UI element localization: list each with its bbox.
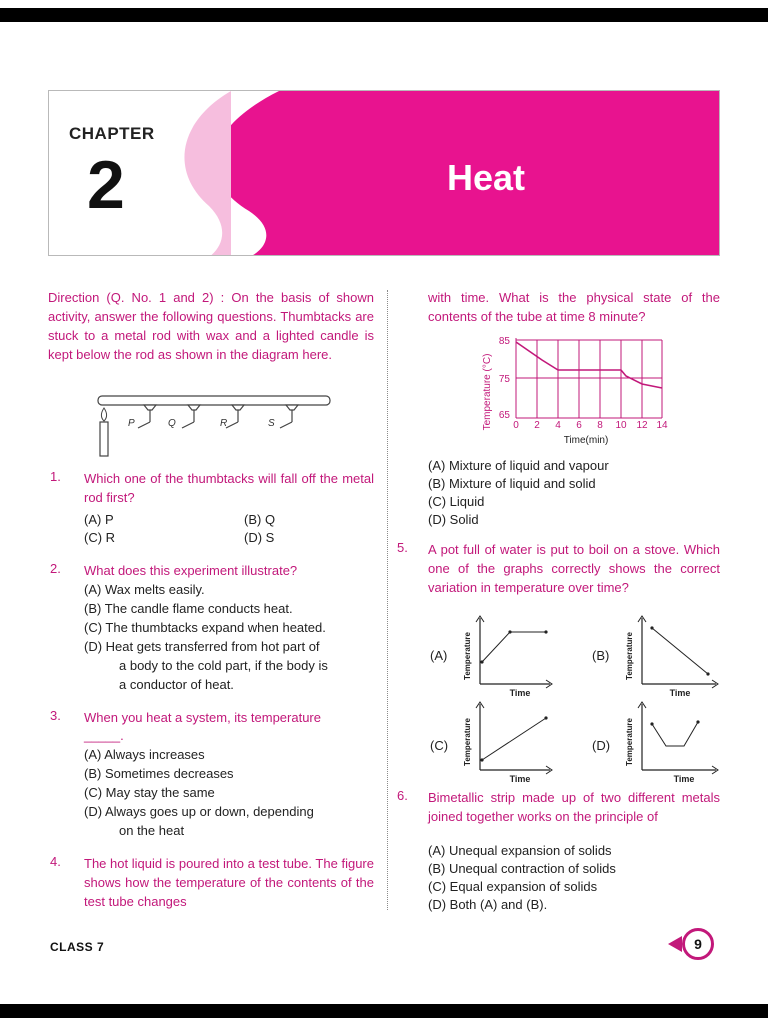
q5-label-d: (D) — [592, 738, 611, 753]
q5-label-c: (C) — [430, 738, 449, 753]
svg-text:Time: Time — [673, 774, 695, 784]
q2-number: 2. — [50, 561, 61, 576]
q5-graph-d — [622, 698, 722, 786]
q1-number: 1. — [50, 469, 61, 484]
q2-option-c: (C) The thumbtacks expand when heated. — [84, 620, 326, 635]
top-border — [0, 8, 768, 22]
q4-xtick-14: 14 — [656, 420, 668, 431]
q1-option-a: (A) P — [84, 512, 114, 527]
q5-graph-c — [460, 698, 556, 786]
svg-text:Temperature: Temperature — [625, 718, 634, 766]
q5-number: 5. — [397, 540, 408, 555]
q2-option-d-line3: a conductor of heat. — [119, 677, 234, 692]
q4-option-c: (C) Liquid — [428, 494, 485, 509]
q3-option-d-line2: on the heat — [119, 823, 185, 838]
q4-xtick-2: 2 — [534, 420, 540, 431]
q4-graph-ylabel: Temperature (°C) — [482, 353, 493, 431]
q4-graph-curve — [516, 342, 662, 388]
chapter-header — [48, 90, 720, 256]
q3-text: When you heat a system, its temperature — [84, 710, 321, 725]
q6-number: 6. — [397, 788, 408, 803]
q6-option-b: (B) Unequal contraction of solids — [428, 861, 616, 876]
class-label: CLASS 7 — [50, 940, 105, 954]
q3-blank: _____. — [84, 728, 124, 743]
q6-option-c: (C) Equal expansion of solids — [428, 879, 598, 894]
q4-xtick-0: 0 — [513, 420, 519, 431]
chapter-title: Heat — [447, 157, 526, 198]
chapter-number: 2 — [87, 147, 125, 223]
q3-number: 3. — [50, 708, 61, 723]
svg-text:Time: Time — [509, 688, 531, 698]
label-s: S — [268, 418, 275, 429]
q6-option-a: (A) Unequal expansion of solids — [428, 843, 612, 858]
q5-graph-b — [622, 612, 722, 700]
q3-option-d-line1: (D) Always goes up or down, depending — [84, 804, 314, 819]
q2-text: What does this experiment illustrate? — [84, 563, 298, 578]
q5-label-a: (A) — [430, 648, 448, 663]
chapter-label: CHAPTER — [69, 124, 155, 143]
q1-option-d: (D) S — [244, 530, 275, 545]
q4-option-a: (A) Mixture of liquid and vapour — [428, 458, 609, 473]
q1-option-c: (C) R — [84, 530, 116, 545]
column-divider — [387, 290, 388, 910]
q5-graph-a — [460, 612, 556, 700]
q4-ytick-75: 75 — [498, 374, 510, 385]
label-r: R — [220, 418, 228, 429]
q1-text: Which one of the thumbtacks will fall off the metal rod first? — [84, 471, 374, 505]
direction-text: Direction (Q. No. 1 and 2) : On the basis of shown activity, answer the following questions. Thumbtacks are stuck to a metal rod with wax and a lighted candle is kept below the rod as shown in the diagram here. — [48, 290, 374, 362]
q2-option-d-line1: (D) Heat gets transferred from hot part of — [84, 639, 320, 654]
q6-option-d: (D) Both (A) and (B). — [428, 897, 548, 912]
q3-option-c: (C) May stay the same — [84, 785, 215, 800]
svg-text:Temperature: Temperature — [463, 718, 472, 766]
q2-option-b: (B) The candle flame conducts heat. — [84, 601, 293, 616]
q4-option-b: (B) Mixture of liquid and solid — [428, 476, 596, 491]
svg-text:Temperature: Temperature — [625, 632, 634, 680]
q5-text: A pot full of water is put to boil on a stove. Which one of the graphs correctly shows the correct variation in temperature over time? — [428, 542, 720, 595]
q4-xtick-12: 12 — [636, 420, 648, 431]
q4-temperature-graph — [476, 330, 686, 448]
page-number: 9 — [682, 928, 714, 960]
page-number-arrow — [668, 936, 682, 952]
svg-text:Time: Time — [509, 774, 531, 784]
q4-graph-xlabel: Time(min) — [563, 435, 609, 446]
svg-text:Time: Time — [669, 688, 691, 698]
rod-diagram — [92, 388, 336, 458]
label-p: P — [128, 418, 135, 429]
q2-option-a: (A) Wax melts easily. — [84, 582, 205, 597]
q4-number: 4. — [50, 854, 61, 869]
q2-option-d-line2: a body to the cold part, if the body is — [119, 658, 328, 673]
svg-text:Temperature: Temperature — [463, 632, 472, 680]
bottom-border — [0, 1004, 768, 1018]
q4-xtick-10: 10 — [615, 420, 627, 431]
q4-ytick-85: 85 — [498, 336, 510, 347]
q4-text: The hot liquid is poured into a test tube. The figure shows how the temperature of the contents of the test tube changes — [84, 856, 374, 909]
q3-option-a: (A) Always increases — [84, 747, 205, 762]
q4-xtick-8: 8 — [597, 420, 603, 431]
q1-option-b: (B) Q — [244, 512, 276, 527]
q6-text: Bimetallic strip made up of two different metals joined together works on the principle of — [428, 790, 720, 824]
q4-xtick-4: 4 — [555, 420, 561, 431]
q4-ytick-65: 65 — [498, 410, 510, 421]
q3-option-b: (B) Sometimes decreases — [84, 766, 234, 781]
label-q: Q — [168, 418, 176, 429]
q5-label-b: (B) — [592, 648, 610, 663]
q4-xtick-6: 6 — [576, 420, 582, 431]
q4-option-d: (D) Solid — [428, 512, 479, 527]
q4-text-continued: with time. What is the physical state of the contents of the tube at time 8 minute? — [428, 290, 720, 324]
banner-swirl — [49, 91, 720, 256]
